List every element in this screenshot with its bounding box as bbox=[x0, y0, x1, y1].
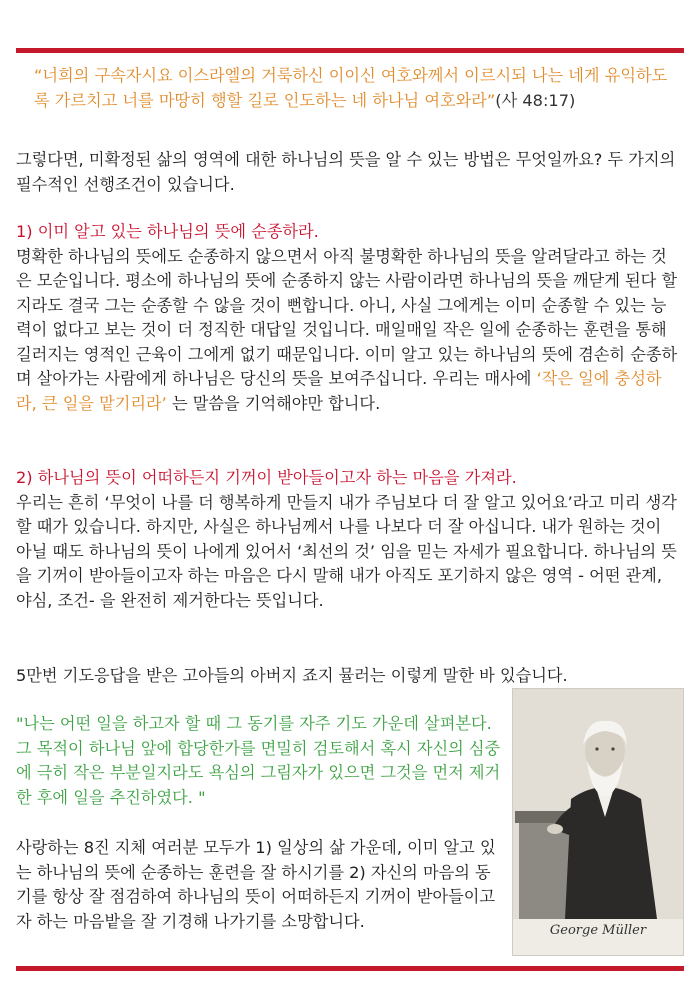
intro-paragraph bbox=[16, 148, 682, 197]
george-muller-portrait bbox=[512, 688, 684, 956]
point-1-text: 명확한 하나님의 뜻에도 순종하지 않으면서 아직 불명확한 하나님의 뜻을 알려달라고 하는 것은 모순입니다. 평소에 하나님의 뜻에 순종하지 않는 사람이라면 하나님의 뜻을 깨닫게 된다 할지라도 결국 그는 순종할 수 않을 것이 뻔합니다. 아니, 사실 그에게는 이미 순종할 수 있는 능력이 없다고 보는 것이 더 정직한 대답일 것입니다. 매일매일 작은 일에 순종하는 훈련을 통해 길러지는 영적인 근육이 그에게 없기 때문입니다. 이미 알고 있는 하나님의 뜻에 겸손히 순종하며 살아가는 사람에게 하나님은 당신의 뜻을 보여주십니다. 우리는 매사에 bbox=[16, 246, 678, 388]
muller-quote-paragraph bbox=[16, 712, 504, 810]
intro-text: 그렇다면, 미확정된 삶의 영역에 대한 하나님의 뜻을 알 수 있는 방법은 무엇일까요? 두 가지의 필수적인 선행조건이 있습니다. bbox=[16, 150, 676, 194]
point-1-body bbox=[16, 245, 682, 417]
top-divider bbox=[16, 48, 684, 53]
point-1-tail: 는 말씀을 기억해야만 합니다. bbox=[171, 393, 381, 413]
point-1-heading: 1) 이미 알고 있는 하나님의 뜻에 순종하라. bbox=[16, 222, 319, 241]
quote-reference: (사 48:17) bbox=[495, 90, 576, 110]
point-2-body: 우리는 흔히 ‘무엇이 나를 더 행복하게 만들지 내가 주님보다 더 잘 알고 있어요’라고 미리 생각할 때가 있습니다. 하지만, 사실은 하나님께서 나를 나보다 더 잘 아십니다. 내가 원하는 것이 아닐 때도 하나님의 뜻이 나에게 있어서 ‘최선의 것’ 임을 믿는 자세가 필요합니다. 하나님의 뜻을 기꺼이 받아들이고자 하는 마음은 다시 말해 내가 아직도 포기하지 않은 영역 - 어떤 관계, 야심, 조건- 을 완전히 제거한다는 뜻입니다. bbox=[16, 492, 677, 610]
muller-intro-paragraph bbox=[16, 664, 682, 689]
quote-text: “너희의 구속자시요 이스라엘의 거룩하신 이이신 여호와께서 이르시되 나는 네게 유익하도록 가르치고 너를 마땅히 행할 길로 인도하는 네 하나님 여호와라” bbox=[34, 66, 668, 110]
point-1-highlight: ‘작은 일에 충성하라, 큰 일을 맡기리라’ bbox=[16, 369, 662, 413]
muller-quote-text: "나는 어떤 일을 하고자 할 때 그 동기를 자주 기도 가운데 살펴본다. 그 목적이 하나님 앞에 합당한가를 면밀히 검토해서 혹시 자신의 심중에 극히 작은 부분일지라도 욕심의 그림자가 있으면 그것을 먼저 제거한 후에 일을 추진하였다. " bbox=[16, 714, 501, 807]
point-2-heading: 2) 하나님의 뜻이 어떠하든지 기꺼이 받아들이고자 하는 마음을 가져라. bbox=[16, 468, 517, 487]
bottom-divider bbox=[16, 966, 684, 971]
point-2-section bbox=[16, 466, 682, 613]
point-1-section bbox=[16, 220, 682, 416]
muller-intro-text: 5만번 기도응답을 받은 고아들의 아버지 죠지 뮬러는 이렇게 말한 바 있습니다. bbox=[16, 666, 568, 685]
opening-quote bbox=[16, 64, 682, 113]
closing-text: 사랑하는 8진 지체 여러분 모두가 1) 일상의 삶 가운데, 이미 알고 있는 하나님의 뜻에 순종하는 훈련을 잘 하시기를 2) 자신의 마음의 동기를 항상 잘 점검하여 하나님의 뜻이 어떠하든지 기꺼이 받아들이고자 하는 마음밭을 잘 기경해 나가기를 소망합니다. bbox=[16, 838, 496, 931]
closing-paragraph bbox=[16, 836, 504, 934]
portrait-signature: George Müller bbox=[549, 923, 647, 938]
portrait-illustration bbox=[513, 689, 683, 955]
